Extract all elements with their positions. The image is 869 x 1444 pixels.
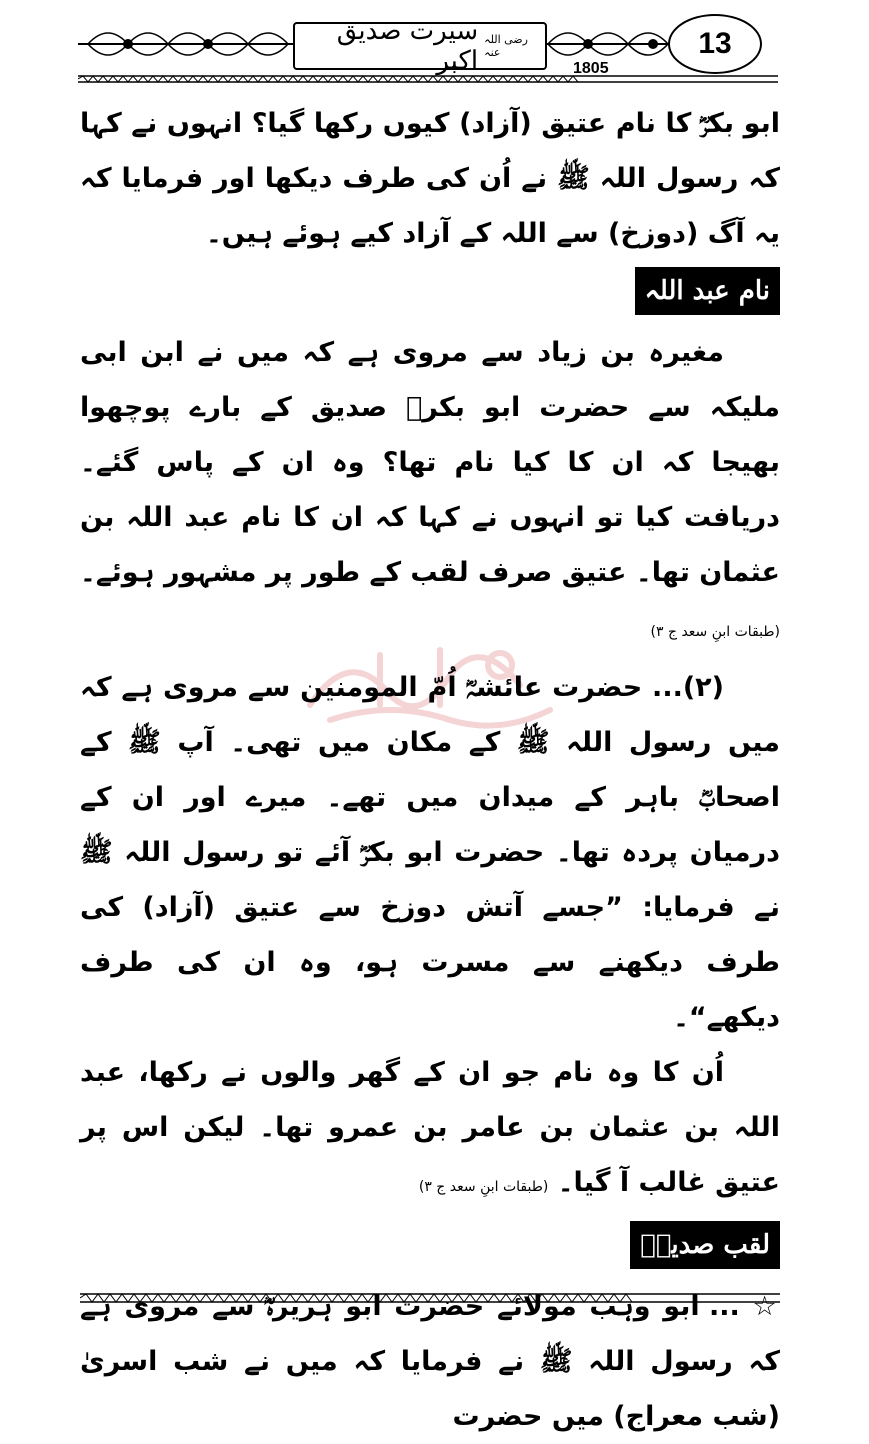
- section-heading-title: لقب صدیقؓ: [630, 1221, 780, 1269]
- year-label: 1805: [573, 60, 609, 77]
- page-header: [78, 12, 778, 82]
- title-honorific: رضی اللہ عنہ: [484, 33, 528, 59]
- reference-citation: (طبقات ابنِ سعد ج ۳): [650, 624, 780, 640]
- paragraph-2: [80, 325, 780, 660]
- reference-citation: (طبقات ابنِ سعد ج ۳): [418, 1179, 549, 1195]
- paragraph-5-text: ... ابو وہب مولائے حضرت ابو ہریرہؓ سے مروی ہے کہ رسول اللہ ﷺ نے فرمایا کہ میں نے شب اسریٰ (شب معراج) میں حضرت: [80, 1291, 780, 1432]
- section-heading-name: نام عبد اللہ: [635, 267, 780, 315]
- page-body: [80, 96, 780, 1444]
- paragraph-4: [80, 1045, 780, 1215]
- section-heading-row: [80, 261, 780, 325]
- footer-border: [80, 1292, 780, 1304]
- paragraph-3: (۲)... حضرت عائشہؓ اُمّ المومنین سے مروی ہے کہ میں رسول اللہ ﷺ کے مکان میں تھی۔ آپ ﷺ کے اصحابؓ باہر کے میدان میں تھے۔ میرے اور ان کے درمیان پردہ تھا۔ حضرت ابو بکرؓ آئے تو رسول اللہ ﷺ نے فرمایا: ”جسے آتش دوزخ سے عتیق (آزاد) کی طرف دیکھنے سے مسرت ہو، وہ ان کی طرف دیکھے“۔: [80, 672, 780, 1033]
- header-border: [78, 74, 778, 84]
- book-title-frame: [293, 16, 547, 76]
- section-heading-row: [80, 1215, 780, 1279]
- star-icon: ☆: [752, 1291, 780, 1322]
- book-title: سیرت صدیق اکبر: [336, 16, 479, 76]
- paragraph-1: ابو بکرؓ کا نام عتیق (آزاد) کیوں رکھا گیا؟ انہوں نے کہا کہ رسول اللہ ﷺ نے اُن کی طرف دیکھا اور فرمایا کہ یہ آگ (دوزخ) سے اللہ کے آزاد کیے ہوئے ہیں۔: [80, 108, 780, 249]
- paragraph-4-text: اُن کا وہ نام جو ان کے گھر والوں نے رکھا، عبد اللہ بن عثمان بن عامر بن عمرو تھا۔ لیکن اس پر عتیق غالب آ گیا۔: [80, 1057, 780, 1198]
- paragraph-2-text: مغیرہ بن زیاد سے مروی ہے کہ میں نے ابن ابی ملیکہ سے حضرت ابو بکرؓ صدیق کے بارے پوچھوا بھیجا کہ ان کا کیا نام تھا؟ وہ ان کے پاس گئے۔ دریافت کیا تو انہوں نے کہا کہ ان کا نام عبد اللہ بن عثمان تھا۔ عتیق صرف لقب کے طور پر مشہور ہوئے۔: [80, 337, 780, 588]
- page-number: 13: [668, 14, 762, 74]
